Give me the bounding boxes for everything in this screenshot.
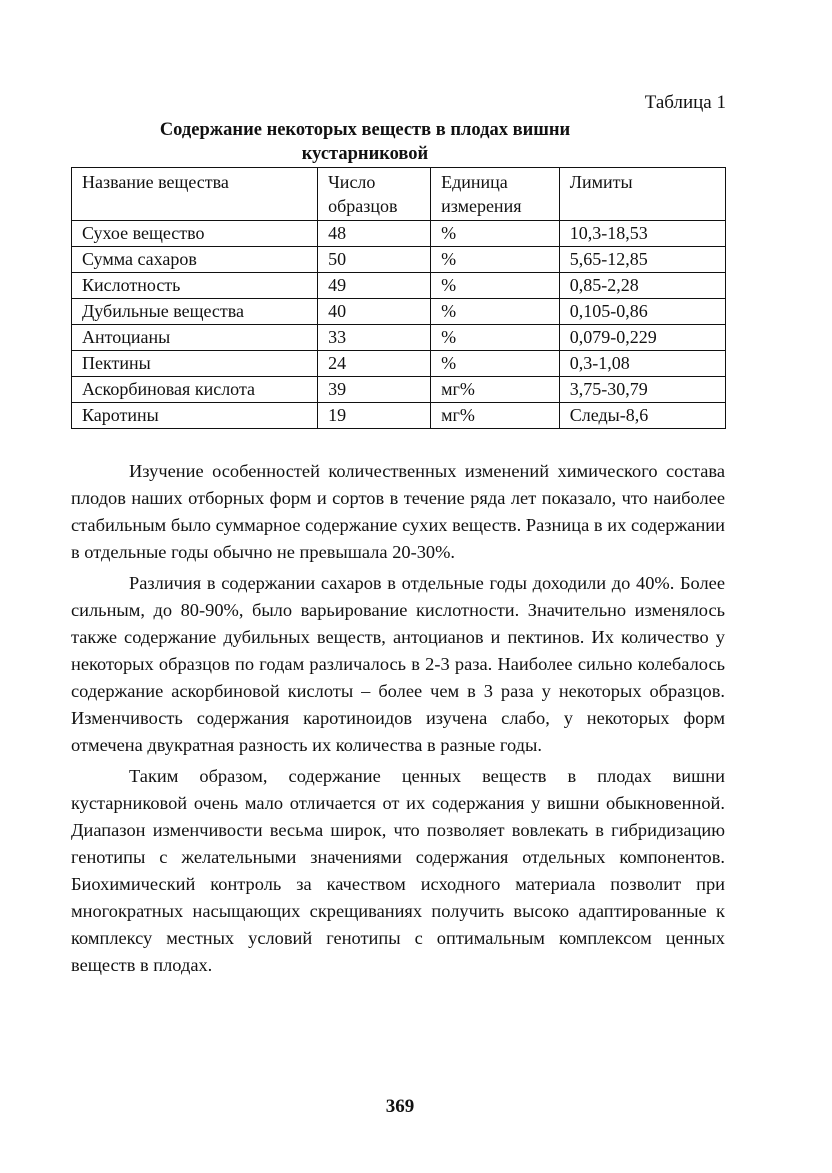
cell-substance: Каротины [72, 403, 318, 429]
header-limits: Лимиты [559, 168, 725, 221]
table-row [72, 247, 726, 273]
table-row [72, 377, 726, 403]
table-row [72, 351, 726, 377]
table-label: Таблица 1 [644, 92, 726, 113]
table-title: Содержание некоторых веществ в плодах вишни кустарниковой [159, 120, 571, 164]
cell-count: 49 [318, 273, 431, 299]
cell-unit: % [431, 221, 560, 247]
header-unit: Единица измерения [431, 168, 560, 221]
table-row [72, 273, 726, 299]
header-substance-name: Название вещества [72, 168, 318, 221]
table-row [72, 299, 726, 325]
cell-limits: 5,65-12,85 [559, 247, 725, 273]
cell-count: 39 [318, 377, 431, 403]
paragraph: Различия в содержании сахаров в отдельные годы доходили до 40%. Более сильным, до 80-90%, было варьирование кислотности. Значительно изменялось также содержание дубильных веществ, антоцианов и пектинов. Их количество у некоторых образцов по годам различалось в 2-3 раза. Наиболее сильно колебалось содержание аскорбиновой кислоты – более чем в 3 раза у некоторых образцов. Изменчивость содержания каротиноидов изучена слабо, у некоторых форм отмечена двукратная разность их количества в разные годы. [71, 573, 725, 755]
cell-count: 24 [318, 351, 431, 377]
cell-limits: 0,85-2,28 [559, 273, 725, 299]
cell-substance: Сухое вещество [72, 221, 318, 247]
cell-unit: % [431, 351, 560, 377]
cell-count: 40 [318, 299, 431, 325]
table-row [72, 221, 726, 247]
paragraph: Таким образом, содержание ценных веществ в плодах вишни кустарниковой очень мало отличается от их содержания у вишни обыкновенной. Диапазон изменчивости весьма широк, что позволяет вовлекать в гибридизацию генотипы с желательными значениями содержания отдельных компонентов. Биохимический контроль за качеством исходного материала позволит при многократных насыщающих скрещиваниях получить высоко адаптированные к комплексу местных условий генотипы с оптимальным комплексом ценных веществ в плодах. [71, 766, 725, 975]
page-number: 369 [385, 1096, 415, 1117]
cell-limits: 0,105-0,86 [559, 299, 725, 325]
cell-substance: Сумма сахаров [72, 247, 318, 273]
cell-count: 33 [318, 325, 431, 351]
cell-substance: Аскорбиновая кислота [72, 377, 318, 403]
body-text [71, 458, 725, 983]
cell-substance: Антоцианы [72, 325, 318, 351]
table-row [72, 325, 726, 351]
table-row [72, 403, 726, 429]
cell-limits: 0,3-1,08 [559, 351, 725, 377]
cell-substance: Кислотность [72, 273, 318, 299]
table-header-row [72, 168, 726, 221]
cell-unit: мг% [431, 403, 560, 429]
cell-limits: Следы-8,6 [559, 403, 725, 429]
cell-unit: % [431, 325, 560, 351]
cell-count: 50 [318, 247, 431, 273]
cell-count: 19 [318, 403, 431, 429]
cell-unit: % [431, 273, 560, 299]
cell-substance: Пектины [72, 351, 318, 377]
cell-limits: 10,3-18,53 [559, 221, 725, 247]
header-sample-count: Число образцов [318, 168, 431, 221]
cell-unit: мг% [431, 377, 560, 403]
cell-unit: % [431, 299, 560, 325]
paragraph: Изучение особенностей количественных изменений химического состава плодов наших отборных форм и сортов в течение ряда лет показало, что наиболее стабильным было суммарное содержание сухих веществ. Разница в их содержании в отдельные годы обычно не превышала 20-30%. [71, 461, 725, 562]
cell-limits: 0,079-0,229 [559, 325, 725, 351]
cell-limits: 3,75-30,79 [559, 377, 725, 403]
substances-table [71, 167, 726, 429]
cell-substance: Дубильные вещества [72, 299, 318, 325]
cell-count: 48 [318, 221, 431, 247]
cell-unit: % [431, 247, 560, 273]
